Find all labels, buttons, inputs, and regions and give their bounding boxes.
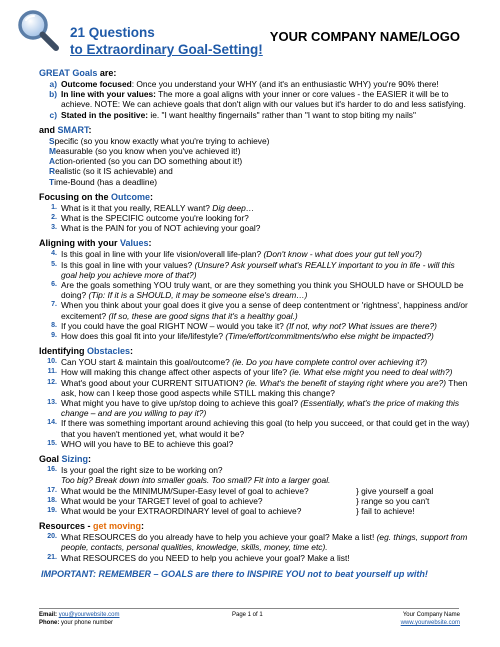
question-item: 8. If you could have the goal RIGHT NOW – would you take it? (If not, why not? What issues are there?) bbox=[51, 320, 437, 331]
question-item: 2. What is the SPECIFIC outcome you're looking for? bbox=[51, 213, 249, 224]
smart-heading: and SMART: bbox=[39, 124, 92, 135]
question-item: 1. What is it that you really, REALLY want? Dig deep… bbox=[51, 202, 255, 213]
footer-company bbox=[401, 611, 460, 627]
question-item: 3. What is the PAIN for you of NOT achieving your goal? bbox=[51, 223, 261, 234]
title-line-1: 21 Questions bbox=[70, 25, 155, 40]
question-item: 4. Is this goal in line with your life vision/overall life-plan? (Don't know - what does your gut tell you?) bbox=[51, 249, 422, 260]
email-link[interactable]: you@yourwebsite.com bbox=[58, 612, 120, 618]
question-item: 20. What RESOURCES do you already have to help you achieve your goal? Make a list! (eg. things, support from people, contacts, personal qualities, knowledge, skills, money, time etc). bbox=[47, 532, 468, 553]
smart-item: Measurable (so you know when you've achieved it!) bbox=[49, 146, 241, 157]
question-item: 15. WHO will you have to BE to achieve this goal? bbox=[47, 438, 234, 449]
footer-company-name: Your Company Name bbox=[402, 612, 460, 618]
magnifying-glass-icon bbox=[14, 6, 62, 54]
values-heading: Aligning with your Values: bbox=[39, 238, 152, 249]
question-item: 9. How does this goal fit into your life/lifestyle? (Time/effort/commitments/who else might be impacted?) bbox=[51, 331, 434, 342]
question-item: 21. What RESOURCES do you NEED to help you achieve your goal? Make a list! bbox=[47, 552, 350, 563]
smart-list bbox=[39, 136, 471, 187]
page-number: Page 1 of 1 bbox=[232, 612, 263, 618]
footer-divider bbox=[39, 608, 459, 609]
remember-note: IMPORTANT: REMEMBER – GOALS are there to INSPIRE YOU not to beat yourself up with! bbox=[41, 568, 428, 579]
worksheet-body bbox=[39, 68, 471, 580]
question-item: 16. Is your goal the right size to be working on? Too big? Break down into smaller goals. Too small? Fit into a larger goal. bbox=[47, 465, 331, 486]
smart-item: Specific (so you know exactly what you're trying to achieve) bbox=[49, 135, 270, 146]
question-item: 11. How will making this change affect other aspects of your life? (ie. What else might you need to deal with?) bbox=[47, 367, 453, 378]
title-line-2: to Extraordinary Goal-Setting! bbox=[70, 42, 263, 57]
great-item: c) Stated in the positive: ie. "I want healthy fingernails" rather than "I want to stop biting my nails" bbox=[49, 109, 416, 120]
question-item: 7. When you think about your goal does it give you a sense of deep contentment or 'rightness', happiness and/or excitement? (If so, these are good signs that it's a healthy goal.) bbox=[51, 300, 468, 321]
question-item: 6. Are the goals something YOU truly want, or are they something you think you SHOULD have or SHOULD be doing? (Tip: If it is a SHOULD, it may be someone else's dream…) bbox=[51, 280, 464, 301]
question-item: 19. What would be your EXTRAORDINARY level of goal to achieve? } fail to achieve! bbox=[47, 505, 415, 516]
question-item: 12. What's good about your CURRENT SITUATION? (ie. What's the benefit of staying right where you are?) Then ask, how can I keep those good aspects while STILL making this change? bbox=[47, 377, 468, 398]
phone-number: your phone number bbox=[61, 620, 114, 626]
question-item: 17. What would be the MINIMUM/Super-Easy level of goal to achieve? } give yourself a goal bbox=[47, 485, 434, 496]
question-item: 13. What might you have to give up/stop doing to achieve this goal? (Essentially, what's the price of making this change – and are you willing to pay it?) bbox=[47, 398, 460, 419]
outcome-heading: Focusing on the Outcome: bbox=[39, 191, 154, 202]
smart-item: Realistic (so it IS achievable) and bbox=[49, 166, 173, 177]
great-item: a) Outcome focused: Once you understand your WHY (and it's an enthusiastic WHY) you're 90% there! bbox=[49, 79, 439, 89]
resources-heading: Resources - get moving: bbox=[39, 521, 145, 532]
obstacles-heading: Identifying Obstacles: bbox=[39, 346, 134, 357]
sizing-heading: Goal Sizing: bbox=[39, 454, 92, 465]
great-item: b) In line with your values: The more a goal aligns with your inner or core values - the EASIER it will be to achieve. NOTE: We can achieve goals that don't align with our values but it's harder to do and less satisfying. bbox=[49, 89, 466, 110]
question-item: 18. What would be your TARGET level of goal to achieve? } range so you can't bbox=[47, 495, 430, 506]
website-link[interactable]: www.yourwebsite.com bbox=[400, 620, 460, 626]
footer-contact: Email: you@yourwebsite.com Phone: your phone number bbox=[39, 612, 120, 626]
question-item: 5. Is this goal in line with your values? (Unsure? Ask yourself what's REALLY important to you in life - will this goal help you achieve more of that?) bbox=[51, 259, 455, 280]
smart-item: Action-oriented (so you can DO something about it!) bbox=[49, 156, 243, 167]
great-goals-heading: GREAT Goals are: bbox=[39, 68, 117, 78]
question-item: 10. Can YOU start & maintain this goal/outcome? (ie. Do you have complete control over achieving it?) bbox=[47, 357, 428, 368]
question-item: 14. If there was something important around achieving this goal (to help you succeed, or that could get in the way) that you haven't mentioned yet, what would it be? bbox=[47, 418, 470, 439]
company-name-logo: YOUR COMPANY NAME/LOGO bbox=[269, 29, 460, 44]
smart-item: Time-Bound (has a deadline) bbox=[49, 176, 158, 187]
